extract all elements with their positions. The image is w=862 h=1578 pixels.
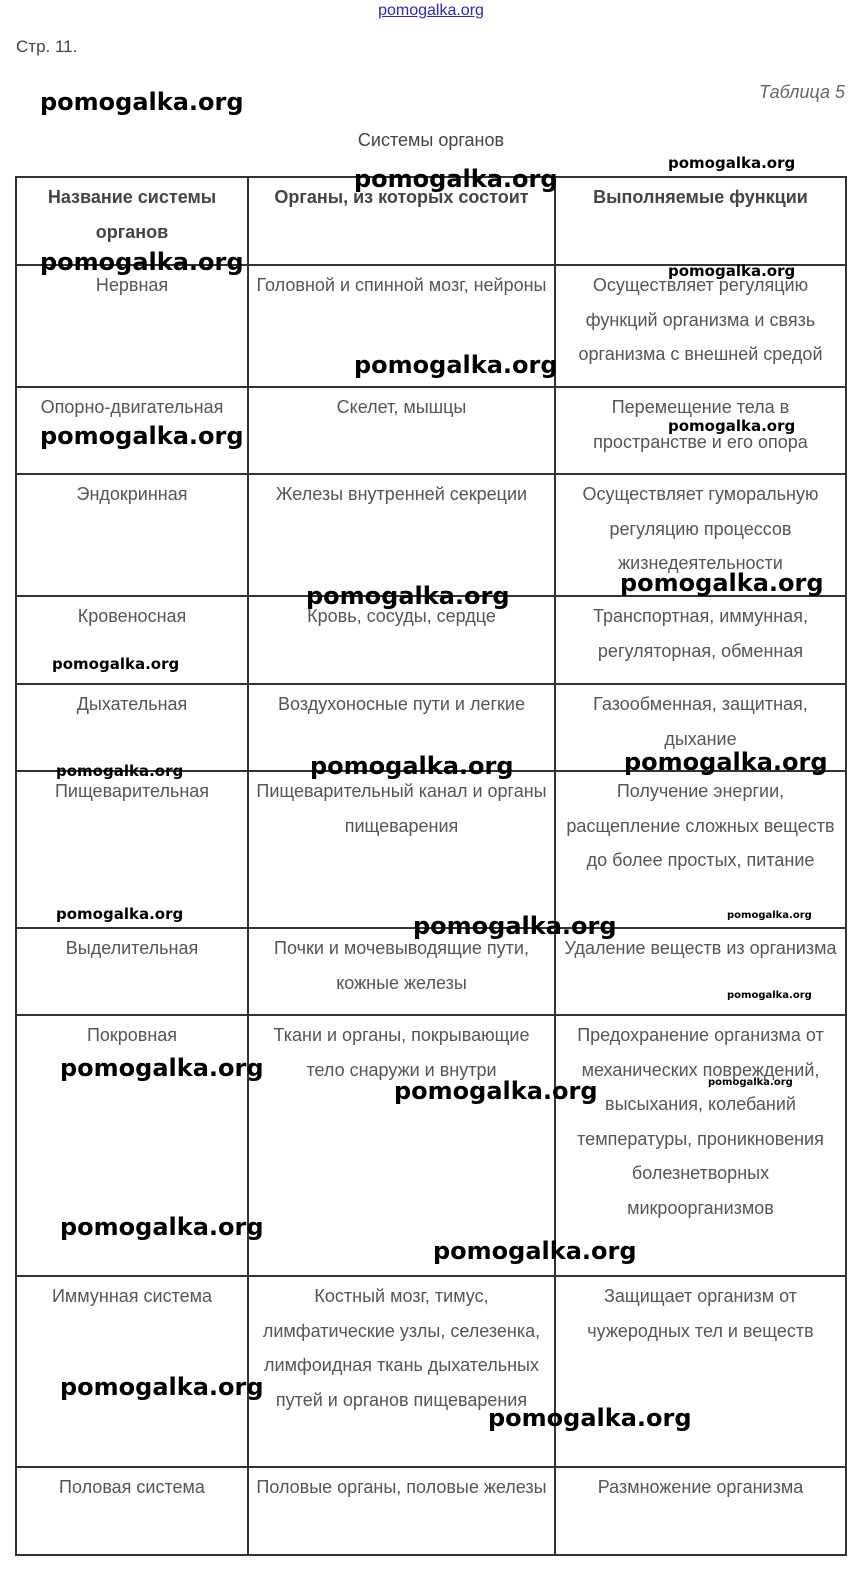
organs-cell: Скелет, мышцы [248,387,555,474]
functions-cell: Осуществляет гуморальную регуляцию процессов жизнедеятельности [555,474,846,596]
watermark: pomogalka.org [708,1077,793,1088]
system-cell: Выделительная [16,928,248,1015]
functions-cell: Предохранение организма от механических повреждений, высыхания, колебаний температуры, проникновения болезнетворных микроорганизмов [555,1015,846,1276]
table-row [16,1467,846,1555]
organs-cell: Половые органы, половые железы [248,1467,555,1555]
system-cell: Эндокринная [16,474,248,596]
watermark: pomogalka.org [668,417,796,435]
column-header: Органы, из которых состоит [248,177,555,265]
watermark: pomogalka.org [306,582,510,610]
system-cell: Дыхательная [16,684,248,771]
column-header: Название системы органов [16,177,248,265]
watermark: pomogalka.org [620,569,824,597]
functions-cell: Получение энергии, расщепление сложных веществ до более простых, питание [555,771,846,928]
functions-cell: Перемещение тела в пространстве и его опора [555,387,846,474]
system-cell: Покровная [16,1015,248,1276]
watermark: pomogalka.org [40,422,244,450]
functions-cell: Осуществляет регуляцию функций организма и связь организма с внешней средой [555,265,846,387]
organs-cell: Костный мозг, тимус, лимфатические узлы, селезенка, лимфоидная ткань дыхательных путей и органов пищеварения [248,1276,555,1467]
watermark: pomogalka.org [727,990,812,1001]
organs-cell: Железы внутренней секреции [248,474,555,596]
watermark: pomogalka.org [56,762,184,780]
system-cell: Кровеносная [16,596,248,684]
watermark: pomogalka.org [433,1237,637,1265]
functions-cell: Размножение организма [555,1467,846,1555]
watermark: pomogalka.org [413,912,617,940]
organs-cell: Ткани и органы, покрывающие тело снаружи и внутри [248,1015,555,1276]
functions-cell: Транспортная, иммунная, регуляторная, обменная [555,596,846,684]
table-row [16,1276,846,1467]
functions-cell: Газообменная, защитная, дыхание [555,684,846,771]
organs-cell: Пищеварительный канал и органы пищеварения [248,771,555,928]
watermark: pomogalka.org [668,262,796,280]
table-title: Системы органов [357,130,505,150]
system-cell: Иммунная система [16,1276,248,1467]
watermark: pomogalka.org [727,910,812,921]
organs-cell: Головной и спинной мозг, нейроны [248,265,555,387]
table-row [16,928,846,1015]
watermark: pomogalka.org [60,1213,264,1241]
system-cell: Половая система [16,1467,248,1555]
table-number: Таблица 5 [758,82,845,102]
organ-systems-table [15,176,847,1556]
watermark: pomogalka.org [56,905,184,923]
system-cell: Опорно-двигательная [16,387,248,474]
watermark: pomogalka.org [624,748,828,776]
watermark: pomogalka.org [60,1373,264,1401]
watermark: pomogalka.org [40,248,244,276]
watermark: pomogalka.org [354,351,558,379]
watermark: pomogalka.org [60,1054,264,1082]
functions-cell: Защищает организм от чужеродных тел и веществ [555,1276,846,1467]
watermark: pomogalka.org [488,1404,692,1432]
watermark: pomogalka.org [668,154,796,172]
watermark: pomogalka.org [52,655,180,673]
watermark: pomogalka.org [394,1077,598,1105]
system-cell: Нервная [16,265,248,387]
organs-cell: Воздухоносные пути и легкие [248,684,555,771]
watermark: pomogalka.org [354,165,558,193]
site-link[interactable]: pomogalka.org [378,2,484,19]
system-cell: Пищеварительная [16,771,248,928]
organs-cell: Кровь, сосуды, сердце [248,596,555,684]
watermark: pomogalka.org [310,752,514,780]
page-label: Стр. 11. [16,37,78,56]
column-header: Выполняемые функции [555,177,846,265]
functions-cell: Удаление веществ из организма [555,928,846,1015]
watermark: pomogalka.org [40,88,244,116]
organs-cell: Почки и мочевыводящие пути, кожные железы [248,928,555,1015]
